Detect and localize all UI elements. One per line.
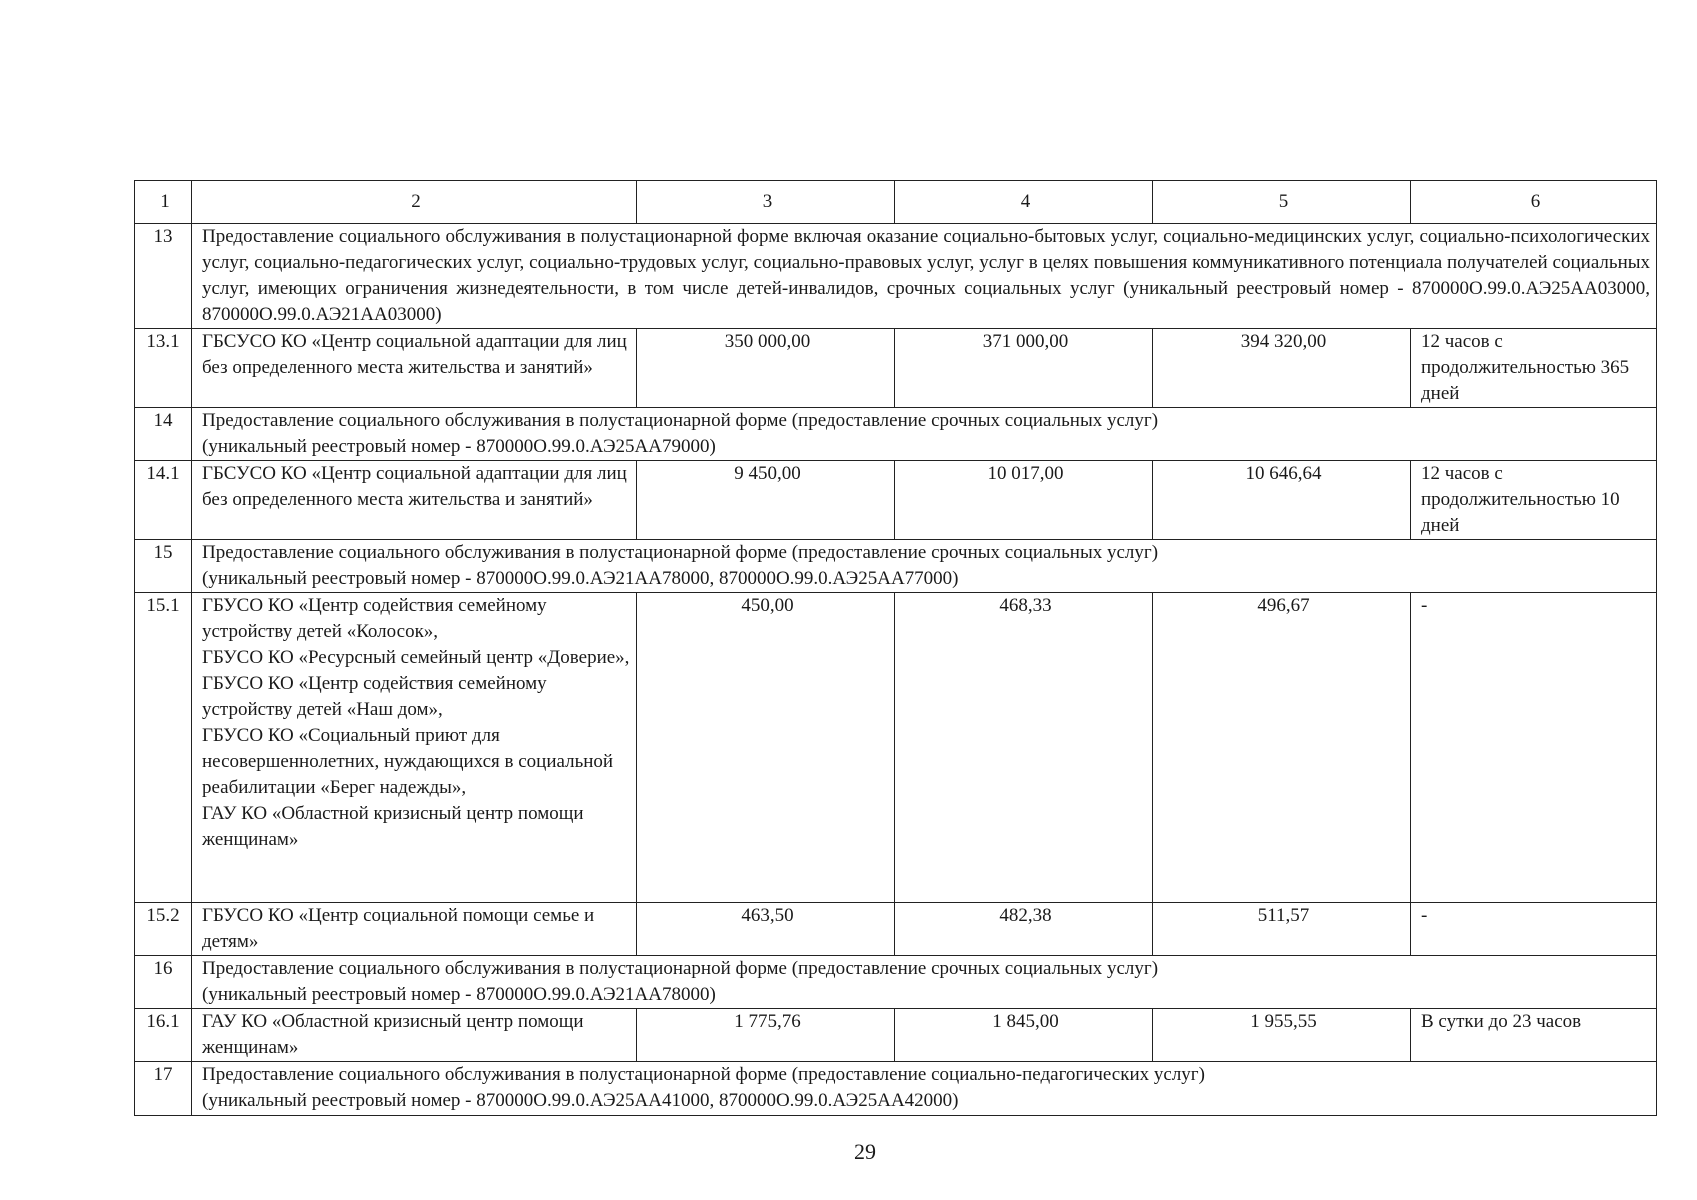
value-col-5: 496,67	[1153, 593, 1411, 903]
row-number: 13.1	[135, 329, 192, 408]
organization-name: ГАУ КО «Областной кризисный центр помощи женщинам»	[202, 1011, 584, 1058]
registry-number: (уникальный реестровый номер - 870000О.99.0.АЭ21АА78000, 870000О.99.0.АЭ25АА77000)	[202, 568, 959, 589]
registry-number: (уникальный реестровый номер - 870000О.99.0.АЭ21АА78000)	[202, 984, 716, 1005]
value-col-5: 394 320,00	[1153, 329, 1411, 408]
duration-note: 12 часов с продолжительностью 365 дней	[1411, 329, 1657, 408]
page-number: 29	[854, 1139, 876, 1164]
organization-cell	[192, 903, 637, 956]
value-col-5: 10 646,64	[1153, 461, 1411, 540]
value-col-4: 10 017,00	[895, 461, 1153, 540]
organization-name: ГБУСО КО «Ресурсный семейный центр «Доверие»,	[202, 647, 630, 668]
services-table	[134, 180, 1657, 1116]
value-col-4: 468,33	[895, 593, 1153, 903]
row-number: 17	[135, 1062, 192, 1116]
value-col-5: 511,57	[1153, 903, 1411, 956]
section-row-17	[135, 1062, 1657, 1116]
duration-note: В сутки до 23 часов	[1411, 1009, 1657, 1062]
registry-number: (уникальный реестровый номер - 870000О.99.0.АЭ25АА79000)	[202, 436, 716, 457]
organization-cell	[192, 461, 637, 540]
organization-name: ГБУСО КО «Центр социальной помощи семье и детям»	[202, 905, 595, 952]
table-row-13-1	[135, 329, 1657, 408]
value-col-3: 350 000,00	[637, 329, 895, 408]
duration-note: -	[1411, 903, 1657, 956]
section-row-13	[135, 224, 1657, 329]
section-description: Предоставление социального обслуживания в полустационарной форме включая оказание социально-бытовых услуг, социально-медицинских услуг, социально-психологических услуг, социально-педагогических услуг, социально-трудовых услуг, социально-правовых услуг, услуг в целях повышения коммуникативного потенциала получателей социальных услуг, имеющих ограничения жизнедеятельности, в том числе детей-инвалидов, срочных социальных услуг (уникальный реестровый номер - 870000О.99.0.АЭ25АА03000, 870000О.99.0.АЭ21АА03000)	[192, 224, 1657, 329]
value-col-3: 1 775,76	[637, 1009, 895, 1062]
duration-note: 12 часов с продолжительностью 10 дней	[1411, 461, 1657, 540]
organization-cell	[192, 1009, 637, 1062]
organization-name: ГБСУСО КО «Центр социальной адаптации для лиц без определенного места жительства и занятий»	[202, 331, 627, 378]
row-number: 15.1	[135, 593, 192, 903]
table-header-row	[135, 181, 1657, 224]
section-description	[192, 1062, 1657, 1116]
value-col-5: 1 955,55	[1153, 1009, 1411, 1062]
organization-name: ГБУСО КО «Социальный приют для несовершеннолетних, нуждающихся в социальной реабилитации «Берег надежды»,	[202, 725, 614, 798]
table-row-15-2	[135, 903, 1657, 956]
value-col-3: 9 450,00	[637, 461, 895, 540]
row-number: 16	[135, 956, 192, 1009]
row-number: 14.1	[135, 461, 192, 540]
value-col-3: 463,50	[637, 903, 895, 956]
organization-name: ГБСУСО КО «Центр социальной адаптации для лиц без определенного места жительства и занятий»	[202, 463, 627, 510]
section-title: Предоставление социального обслуживания в полустационарной форме (предоставление срочных социальных услуг)	[202, 958, 1159, 979]
section-title: Предоставление социального обслуживания в полустационарной форме (предоставление социально-педагогических услуг)	[202, 1064, 1205, 1085]
header-cell-6: 6	[1411, 181, 1657, 224]
header-cell-4: 4	[895, 181, 1153, 224]
organization-name: ГБУСО КО «Центр содействия семейному устройству детей «Наш дом»,	[202, 673, 547, 720]
value-col-4: 1 845,00	[895, 1009, 1153, 1062]
table-row-16-1	[135, 1009, 1657, 1062]
value-col-4: 371 000,00	[895, 329, 1153, 408]
registry-number: (уникальный реестровый номер - 870000О.99.0.АЭ25АА41000, 870000О.99.0.АЭ25АА42000)	[202, 1090, 959, 1111]
row-number: 16.1	[135, 1009, 192, 1062]
organization-name: ГБУСО КО «Центр содействия семейному устройству детей «Колосок»,	[202, 595, 547, 642]
organization-cell	[192, 593, 637, 903]
value-col-4: 482,38	[895, 903, 1153, 956]
section-description	[192, 540, 1657, 593]
section-row-15	[135, 540, 1657, 593]
header-cell-1: 1	[135, 181, 192, 224]
section-description	[192, 956, 1657, 1009]
row-number: 15.2	[135, 903, 192, 956]
row-number: 14	[135, 408, 192, 461]
row-number: 15	[135, 540, 192, 593]
section-row-16	[135, 956, 1657, 1009]
section-description	[192, 408, 1657, 461]
organization-cell	[192, 329, 637, 408]
section-title: Предоставление социального обслуживания в полустационарной форме (предоставление срочных социальных услуг)	[202, 542, 1159, 563]
duration-note: -	[1411, 593, 1657, 903]
header-cell-3: 3	[637, 181, 895, 224]
row-number: 13	[135, 224, 192, 329]
table-row-14-1	[135, 461, 1657, 540]
header-cell-2: 2	[192, 181, 637, 224]
organization-name: ГАУ КО «Областной кризисный центр помощи женщинам»	[202, 803, 584, 850]
section-row-14	[135, 408, 1657, 461]
header-cell-5: 5	[1153, 181, 1411, 224]
section-title: Предоставление социального обслуживания в полустационарной форме (предоставление срочных социальных услуг)	[202, 410, 1159, 431]
table-row-15-1	[135, 593, 1657, 903]
value-col-3: 450,00	[637, 593, 895, 903]
